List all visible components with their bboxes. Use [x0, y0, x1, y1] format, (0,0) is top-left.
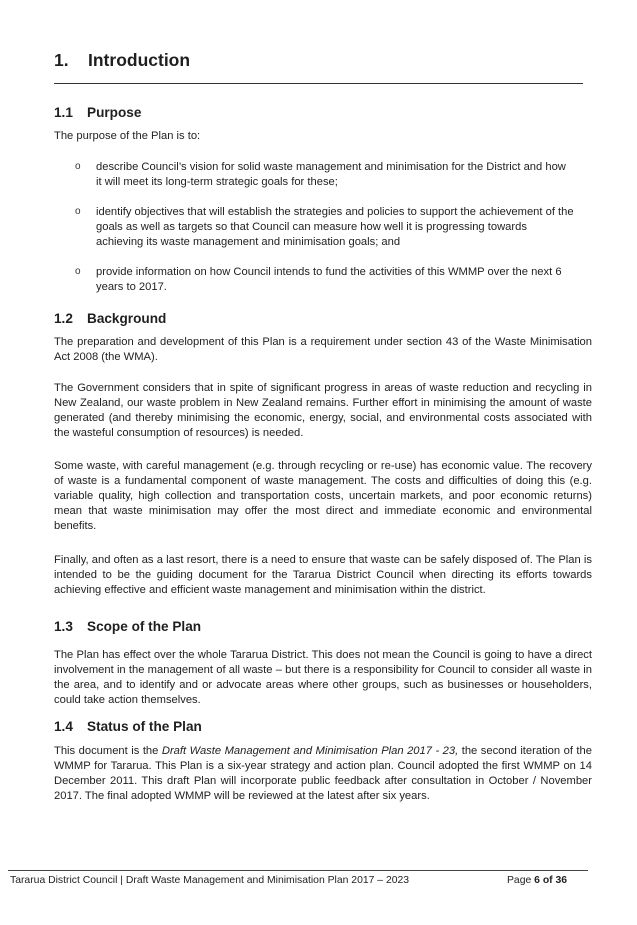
list-item-text: describe Council’s vision for solid waste management and minimisation for the District and how it will meet its long-term strategic goals for these; [96, 161, 566, 188]
heading-number: 1.4 [54, 719, 73, 734]
bullet-circle-icon: o [75, 161, 81, 172]
heading-number: 1.2 [54, 311, 73, 326]
status-text-before: This document is the [54, 745, 162, 757]
heading-purpose [54, 105, 141, 120]
page-current: 6 [534, 875, 540, 886]
heading-status [54, 719, 202, 734]
footer-document-title: Tararua District Council | Draft Waste Management and Minimisation Plan 2017 – 2023 [10, 875, 410, 886]
status-text-after: the second iteration of the WMMP for Tararua. This Plan is a six-year strategy and action plan. Council adopted the first WMMP on 14 December 2011. This draft Plan will incorporate public feedback after consultation in October / November 2017. The final adopted WMMP will be reviewed at the latest after six years. [54, 745, 592, 802]
page-number [507, 875, 567, 886]
paragraph [54, 744, 592, 804]
paragraph: The preparation and development of this Plan is a requirement under section 43 of the Waste Minimisation Act 2008 (the WMA). [54, 336, 592, 363]
footer-rule [8, 870, 588, 871]
heading-text: Status of the Plan [87, 719, 202, 734]
list-item-text: identify objectives that will establish the strategies and policies to support the achievement of the goals as well as targets so that Council can measure how well it is progressing towards achieving its waste management and minimisation goals; and [96, 206, 574, 248]
page-total: 36 [555, 875, 568, 886]
heading-number: 1.3 [54, 619, 73, 634]
title-rule [54, 83, 583, 84]
purpose-intro: The purpose of the Plan is to: [54, 130, 201, 142]
section-number: 1. [54, 50, 69, 70]
paragraph: Some waste, with careful management (e.g. through recycling or re-use) has economic value. The recovery of waste is a fundamental component of waste management. The costs and difficulties of doing this (e.g. variable quality, high collection and transportation costs, uncertain markets, and poor economic returns) mean that waste minimisation may offer the most direct and immediate economic and environmental benefits. [54, 460, 592, 532]
section-title [54, 50, 190, 71]
heading-text: Background [87, 311, 167, 326]
section-title-text: Introduction [88, 50, 191, 70]
heading-scope [54, 619, 201, 634]
paragraph: Finally, and often as a last resort, there is a need to ensure that waste can be safely disposed of. The Plan is intended to be the guiding document for the Tararua District Council when directing its efforts towards achieving effective and efficient waste management and minimisation within the district. [54, 554, 592, 596]
page-prefix: Page [507, 875, 535, 886]
paragraph: The Plan has effect over the whole Tararua District. This does not mean the Council is going to have a direct involvement in the management of all waste – but there is a responsibility for Council to consider all waste in the area, and to identify and or advocate areas where other groups, such as businesses or householders, could take action themselves. [54, 649, 592, 706]
plan-title-italic: Draft Waste Management and Minimisation Plan 2017 - 23, [161, 745, 459, 757]
page-separator: of [539, 875, 556, 886]
heading-text: Purpose [87, 105, 142, 120]
heading-number: 1.1 [54, 105, 73, 120]
heading-background [54, 311, 166, 326]
heading-text: Scope of the Plan [87, 619, 202, 634]
bullet-circle-icon: o [75, 266, 81, 277]
bullet-circle-icon: o [75, 206, 81, 217]
list-item-text: provide information on how Council intends to fund the activities of this WMMP over the next 6 years to 2017. [96, 266, 562, 293]
paragraph: The Government considers that in spite of significant progress in areas of waste reduction and recycling in New Zealand, our waste problem in New Zealand remains. Further effort in minimising the amount of waste generated (and thereby minimising the economic, energy, social, and environmental costs associated with the wasteful consumption of resources) is needed. [54, 382, 592, 439]
